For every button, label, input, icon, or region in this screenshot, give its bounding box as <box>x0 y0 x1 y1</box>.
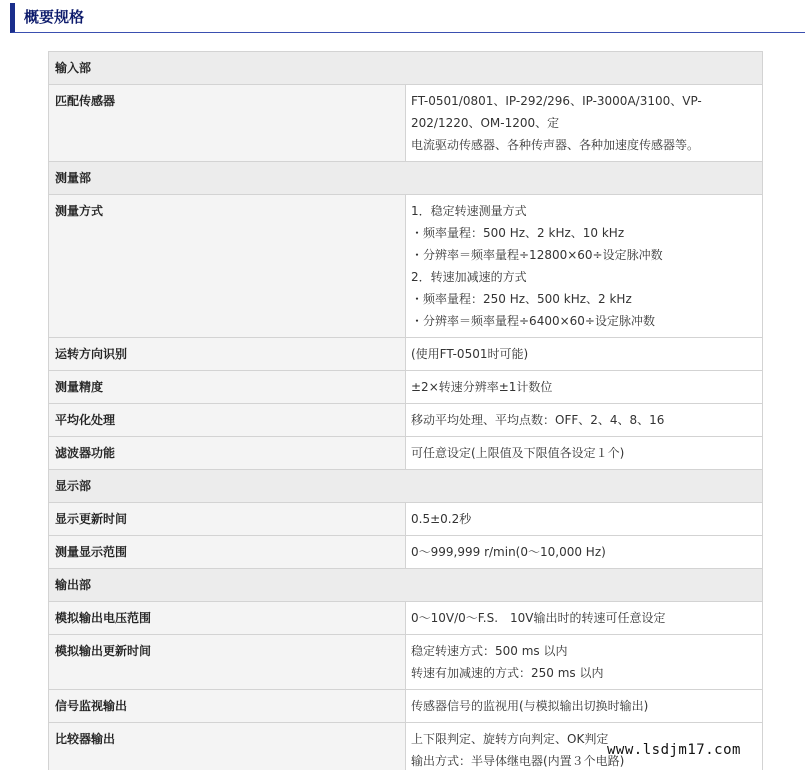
row-label: 模拟输出电压范围 <box>49 602 406 635</box>
row-value: 0～999,999 r/min(0～10,000 Hz) <box>406 536 763 569</box>
row-value: 0～10V/0～F.S. 10V输出时的转速可任意设定 <box>406 602 763 635</box>
value-line: 1．稳定转速测量方式 <box>411 204 527 218</box>
value-line: 电流驱动传感器、各种传声器、各种加速度传感器等。 <box>411 138 700 152</box>
section-title: 输出部 <box>49 569 763 602</box>
value-line: FT-0501/0801、IP-292/296、IP-3000A/3100、VP-202/1220、OM-1200、定 <box>411 94 702 130</box>
row-label: 模拟输出更新时间 <box>49 635 406 690</box>
table-row <box>49 195 763 338</box>
value-line: 稳定转速方式：500 ms 以内 <box>411 644 568 658</box>
value-line: ・分辨率＝频率量程÷6400×60÷设定脉冲数 <box>411 314 655 328</box>
value-line: ・分辨率＝频率量程÷12800×60÷设定脉冲数 <box>411 248 663 262</box>
table-row <box>49 503 763 536</box>
table-row <box>49 338 763 371</box>
row-label: 测量方式 <box>49 195 406 338</box>
section-title: 输入部 <box>49 52 763 85</box>
row-value <box>406 195 763 338</box>
row-value: 传感器信号的监视用(与模拟输出切换时输出) <box>406 690 763 723</box>
section-title: 显示部 <box>49 470 763 503</box>
row-value <box>406 635 763 690</box>
table-row <box>49 690 763 723</box>
row-value <box>406 85 763 162</box>
value-line: ・频率量程：250 Hz、500 kHz、2 kHz <box>411 292 632 306</box>
table-row <box>49 85 763 162</box>
table-row <box>49 602 763 635</box>
section-row-measure <box>49 162 763 195</box>
table-row <box>49 371 763 404</box>
row-label: 测量精度 <box>49 371 406 404</box>
value-line: 上下限判定、旋转方向判定、OK判定 <box>411 732 609 746</box>
value-line: 2．转速加减速的方式 <box>411 270 527 284</box>
row-label: 平均化处理 <box>49 404 406 437</box>
table-row <box>49 635 763 690</box>
value-line: 转速有加减速的方式：250 ms 以内 <box>411 666 604 680</box>
row-label: 比较器输出 <box>49 723 406 770</box>
row-label: 匹配传感器 <box>49 85 406 162</box>
table-row <box>49 404 763 437</box>
page-title: 概要规格 <box>24 8 85 26</box>
value-line: ・频率量程：500 Hz、2 kHz、10 kHz <box>411 226 625 240</box>
table-row <box>49 536 763 569</box>
section-header <box>10 3 805 33</box>
section-title: 测量部 <box>49 162 763 195</box>
spec-table <box>48 51 763 770</box>
section-row-output <box>49 569 763 602</box>
table-row <box>49 437 763 470</box>
row-label: 测量显示范围 <box>49 536 406 569</box>
row-value: 可任意设定(上限值及下限值各设定１个) <box>406 437 763 470</box>
section-row-display <box>49 470 763 503</box>
row-value: (使用FT-0501时可能) <box>406 338 763 371</box>
row-label: 运转方向识别 <box>49 338 406 371</box>
row-value: 0.5±0.2秒 <box>406 503 763 536</box>
watermark-text: www.lsdjm17.com <box>607 742 741 758</box>
row-label: 信号监视输出 <box>49 690 406 723</box>
row-value: 移动平均处理、平均点数：OFF、2、4、8、16 <box>406 404 763 437</box>
value-line: 输出方式：半导体继电器(内置３个电路) <box>411 754 625 768</box>
row-label: 显示更新时间 <box>49 503 406 536</box>
row-label: 滤波器功能 <box>49 437 406 470</box>
row-value: ±2×转速分辨率±1计数位 <box>406 371 763 404</box>
section-row-input <box>49 52 763 85</box>
